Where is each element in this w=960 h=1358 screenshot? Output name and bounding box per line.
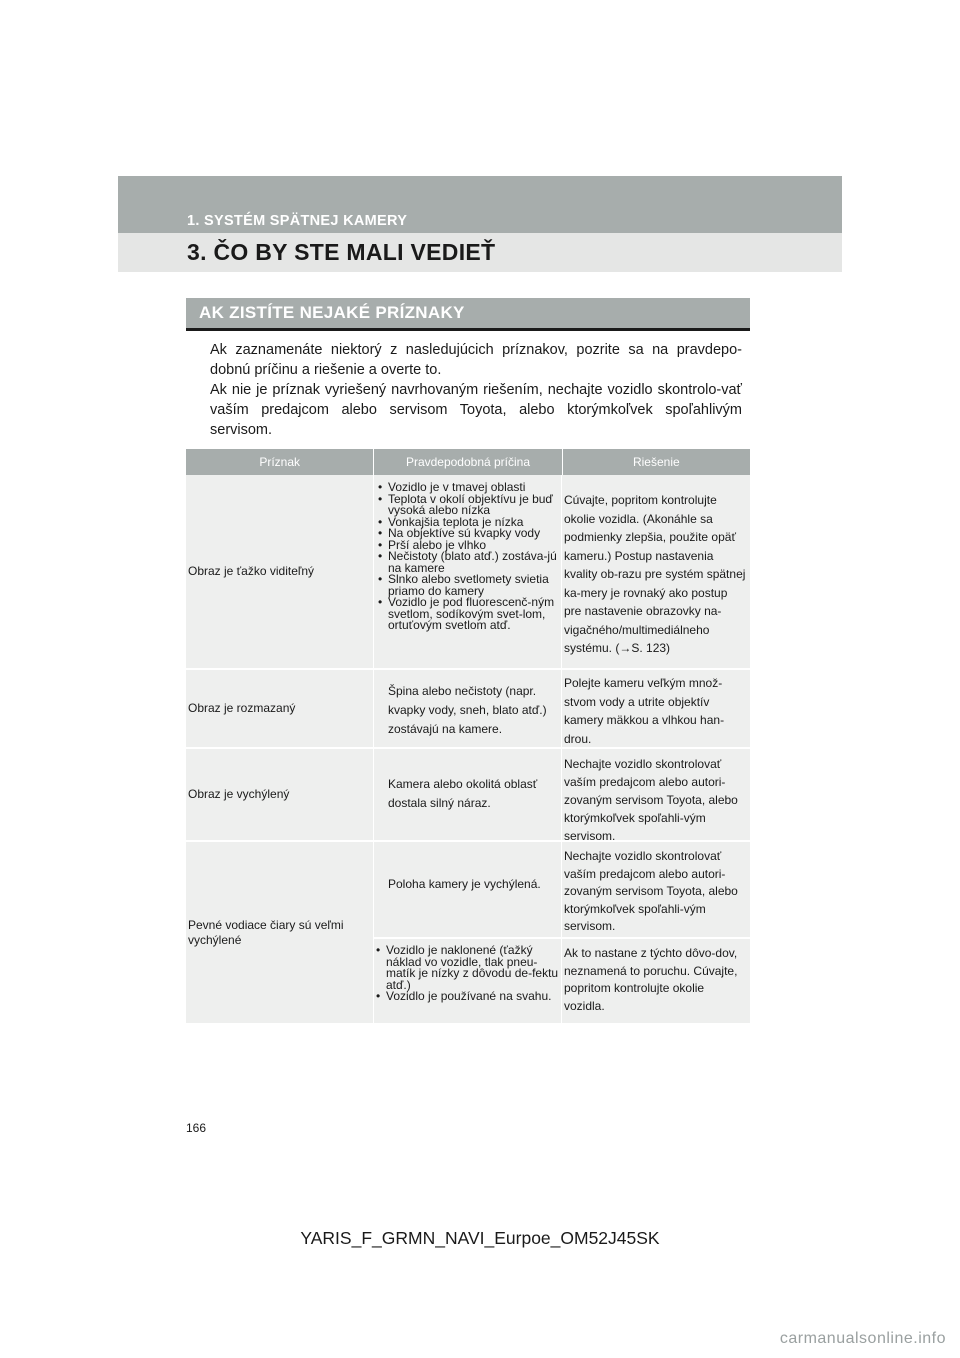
subheading-bar: [186, 298, 750, 331]
symptom-cell: [186, 842, 374, 1023]
symptom-text: Obraz je vychýlený: [188, 787, 290, 801]
list-item: • Vozidlo je v tmavej oblasti: [376, 482, 557, 494]
cause-top: [374, 842, 561, 939]
symptom-table: [186, 449, 750, 1023]
solution-text: Cúvajte, popritom kontrolujte okolie vozidla. (Akonáhle sa podmienky zlepšia, použite opäť kameru.) Postup nastavenia kvality ob-razu pre systém spätnej ka-mery je rovnaký ako postup pre nastavenie obrazovky na-vigačného/multimediálneho systému. (→S. 123): [564, 493, 746, 655]
subheading-title: AK ZISTÍTE NEJAKÉ PRÍZNAKY: [199, 303, 465, 322]
section-label: 1. SYSTÉM SPÄTNEJ KAMERY: [187, 213, 408, 229]
cause-list: [374, 945, 561, 1003]
solution-text: Nechajte vozidlo skontrolovať vaším predajcom alebo autori-zovaným servisom Toyota, alebo ktorýmkoľvek spoľahli-vým servisom.: [564, 849, 738, 933]
symptom-text: Obraz je rozmazaný: [188, 701, 296, 715]
list-item: • Vozidlo je naklonené (ťažký náklad vo vozidle, tlak pneu-matík je nízky z dôvodu de-fektu atď.): [374, 945, 561, 991]
list-item: • Slnko alebo svetlomety svietia priamo do kamery: [376, 574, 557, 597]
cause-text: Poloha kamery je vychýlená.: [388, 877, 541, 891]
header-cause: Pravdepodobná príčina: [374, 449, 562, 475]
cause-bottom: [374, 939, 561, 1023]
solution-text: Ak to nastane z týchto dôvo-dov, neznamená to poruchu. Cúvajte, popritom kontrolujte okolie vozidla.: [564, 946, 738, 1013]
cause-cell: [374, 670, 562, 747]
advice-paragraph: Ak nie je príznak vyriešený navrhovaným riešením, nechajte vozidlo skontrolo-vať vaším predajcom alebo servisom Toyota, alebo ktorýmkoľvek spoľahlivým servisom.: [210, 382, 742, 438]
table-row: [186, 842, 750, 1023]
symptom-cell: [186, 475, 374, 668]
symptom-text: Obraz je ťažko viditeľný: [188, 564, 315, 578]
table-row: [186, 475, 750, 670]
intro-paragraph: Ak zaznamenáte niektorý z nasledujúcich príznakov, pozrite sa na pravdepo-dobnú príčinu a riešenie a overte to.: [210, 342, 742, 378]
solution-cell: [562, 670, 750, 747]
list-item: • Nečistoty (blato atď.) zostáva-jú na kamere: [376, 551, 557, 574]
header-solution: Riešenie: [632, 455, 680, 469]
watermark: carmanualsonline.info: [779, 1330, 946, 1347]
solution-cell: [562, 475, 750, 668]
cause-cell: [374, 475, 562, 668]
list-item: • Vozidlo je pod fluorescenč-ným svetlom, sodíkovým svet-lom, ortuťovým svetlom atď.: [376, 597, 557, 632]
page-number: 166: [186, 1121, 207, 1135]
solution-text: Nechajte vozidlo skontrolovať vaším predajcom alebo autori-zovaným servisom Toyota, alebo ktorýmkoľvek spoľahli-vým servisom.: [564, 757, 738, 843]
symptom-text: Pevné vodiace čiary sú veľmi vychýlené: [188, 917, 344, 947]
list-item: • Teplota v okolí objektívu je buď vysoká alebo nízka: [376, 494, 557, 517]
solution-bottom: [562, 939, 750, 1023]
header-symptom: Príznak: [186, 449, 374, 475]
symptom-cell: [186, 749, 374, 840]
chapter-title: 3. ČO BY STE MALI VEDIEŤ: [187, 239, 496, 265]
list-item: • Vozidlo je používané na svahu.: [374, 991, 561, 1003]
solution-text: Polejte kameru veľkým množ-stvom vody a utrite objektív kamery mäkkou a vlhkou han-drou.: [564, 676, 725, 746]
cause-text: Špina alebo nečistoty (napr. kvapky vody, sneh, blato atď.) zostávajú na kamere.: [388, 684, 547, 736]
cause-cell: [374, 842, 562, 1023]
list-item: • Vonkajšia teplota je nízka: [376, 517, 557, 529]
symptom-cell: [186, 670, 374, 747]
table-header: [186, 449, 750, 475]
cause-text: Kamera alebo okolitá oblasť dostala silný náraz.: [388, 777, 538, 810]
table-row: [186, 670, 750, 749]
solution-top: [562, 842, 750, 939]
solution-cell: [562, 842, 750, 1023]
cause-cell: [374, 749, 562, 840]
list-item: • Na objektíve sú kvapky vody: [376, 528, 557, 540]
list-item: • Prší alebo je vlhko: [376, 540, 557, 552]
cause-list: [376, 482, 557, 632]
solution-cell: [562, 749, 750, 843]
table-row: [186, 749, 750, 842]
document-code: YARIS_F_GRMN_NAVI_Eurpoe_OM52J45SK: [300, 1228, 660, 1248]
